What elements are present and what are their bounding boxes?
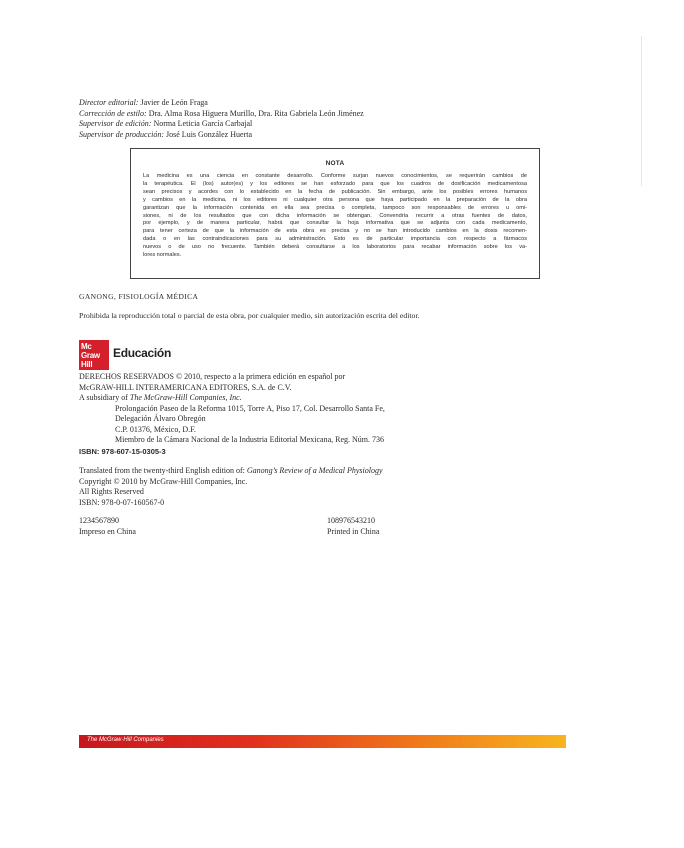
nota-line: lores normales. <box>143 252 182 259</box>
isbn-english: ISBN: 978-0-07-160567-0 <box>79 497 165 507</box>
copyright-line: Copyright © 2010 by McGraw-Hill Companies, Inc. <box>79 476 248 486</box>
nota-line: La medicina es una ciencia en constante desarrollo. Conforme surjan nuevos conocimientos, se requerirán cambios de <box>143 173 527 179</box>
credit-line: Corrección de estilo: Dra. Alma Rosa Higuera Murillo, Dra. Rita Gabriela León Jiménez <box>79 108 364 118</box>
footer-brand-bar <box>79 735 566 748</box>
print-numbers: 1234567890 <box>79 516 119 525</box>
translation-block <box>79 466 383 508</box>
nota-line: garantizan que la información contenida en ella sea precisa o completa, tampoco son responsables de errores u omi- <box>143 204 527 211</box>
print-info-left <box>79 516 136 537</box>
book-title: GANONG, FISIOLOGÍA MÉDICA <box>79 292 199 301</box>
print-country: Printed in China <box>327 526 380 536</box>
mcgraw-hill-logo: Mc Graw Hill <box>79 340 109 370</box>
rights-line: A subsidiary of The McGraw-Hill Companies, Inc. <box>79 393 242 402</box>
credits-block <box>79 98 364 140</box>
all-rights-line: All Rights Reserved <box>79 487 144 496</box>
isbn-spanish: ISBN: 978-607-15-0305-3 <box>79 447 166 456</box>
rights-line: DERECHOS RESERVADOS © 2010, respecto a la primera edición en español por <box>79 372 346 381</box>
address-line: Delegación Álvaro Obregón <box>115 414 206 423</box>
credit-line: Supervisor de producción: José Luis González Huerta <box>79 129 252 139</box>
nota-line: sean precisos y acordes con lo establecido en la fecha de publicación. Sin embargo, ante los posibles errores humanos <box>143 188 527 195</box>
credit-line: Director editorial: Javier de León Fraga <box>79 98 208 107</box>
nota-box <box>130 148 540 279</box>
nota-line: para tener certeza de que la información de esta obra es precisa y no se han introducido cambios en la dosis recomen- <box>143 228 527 235</box>
nota-line: por ejemplo, y de manera particular, habrá que consultar la hoja informativa que se adjunta con cada medicamento, <box>143 220 527 227</box>
educacion-brand: Educación <box>113 346 171 360</box>
reproduction-notice: Prohibida la reproducción total o parcial de esta obra, por cualquier medio, sin autorización escrita del editor. <box>79 311 420 320</box>
nota-line: nuevos o de uso no frecuente. También deberá consultarse a los laboratorios para recabar información sobre los va- <box>143 244 527 251</box>
print-info-right <box>327 516 379 537</box>
address-line: C.P. 01376, México, D.F. <box>115 424 196 434</box>
translated-line: Translated from the twenty-third English edition of: Ganong’s Review of a Medical Physiology <box>79 466 383 475</box>
nota-title: NOTA <box>325 160 345 167</box>
nota-line: la terapéutica. El (los) autor(es) y los editores se han esforzado para que los cuadros de dosificación medicamentosa <box>143 180 527 187</box>
nota-line: y cambios en la medicina, ni los editores ni cualquier otra persona que haya participado en la preparación de la obra <box>143 196 527 203</box>
rights-block <box>79 372 385 446</box>
address-line: Miembro de la Cámara Nacional de la Industria Editorial Mexicana, Reg. Núm. 736 <box>115 435 385 444</box>
page-edge-line <box>641 36 642 186</box>
rights-line: McGRAW-HILL INTERAMERICANA EDITORES, S.A. de C.V. <box>79 382 292 392</box>
footer-brand-text: The McGraw·Hill Companies <box>87 737 164 743</box>
print-numbers: 108976543210 <box>327 516 375 525</box>
nota-line: dada o en las contraindicaciones para su administración. Esto es de particular importancia con respecto a fármacos <box>143 236 527 243</box>
credit-line: Supervisor de edición: Norma Leticia García Carbajal <box>79 119 253 128</box>
nota-body <box>143 173 527 260</box>
nota-line: siones, ni de los resultados que con dicha información se obtengan. Convendría recurrir a otras fuentes de datos, <box>143 212 527 219</box>
address-line: Prolongación Paseo de la Reforma 1015, Torre A, Piso 17, Col. Desarrollo Santa Fe, <box>115 403 385 413</box>
print-country: Impreso en China <box>79 526 136 536</box>
